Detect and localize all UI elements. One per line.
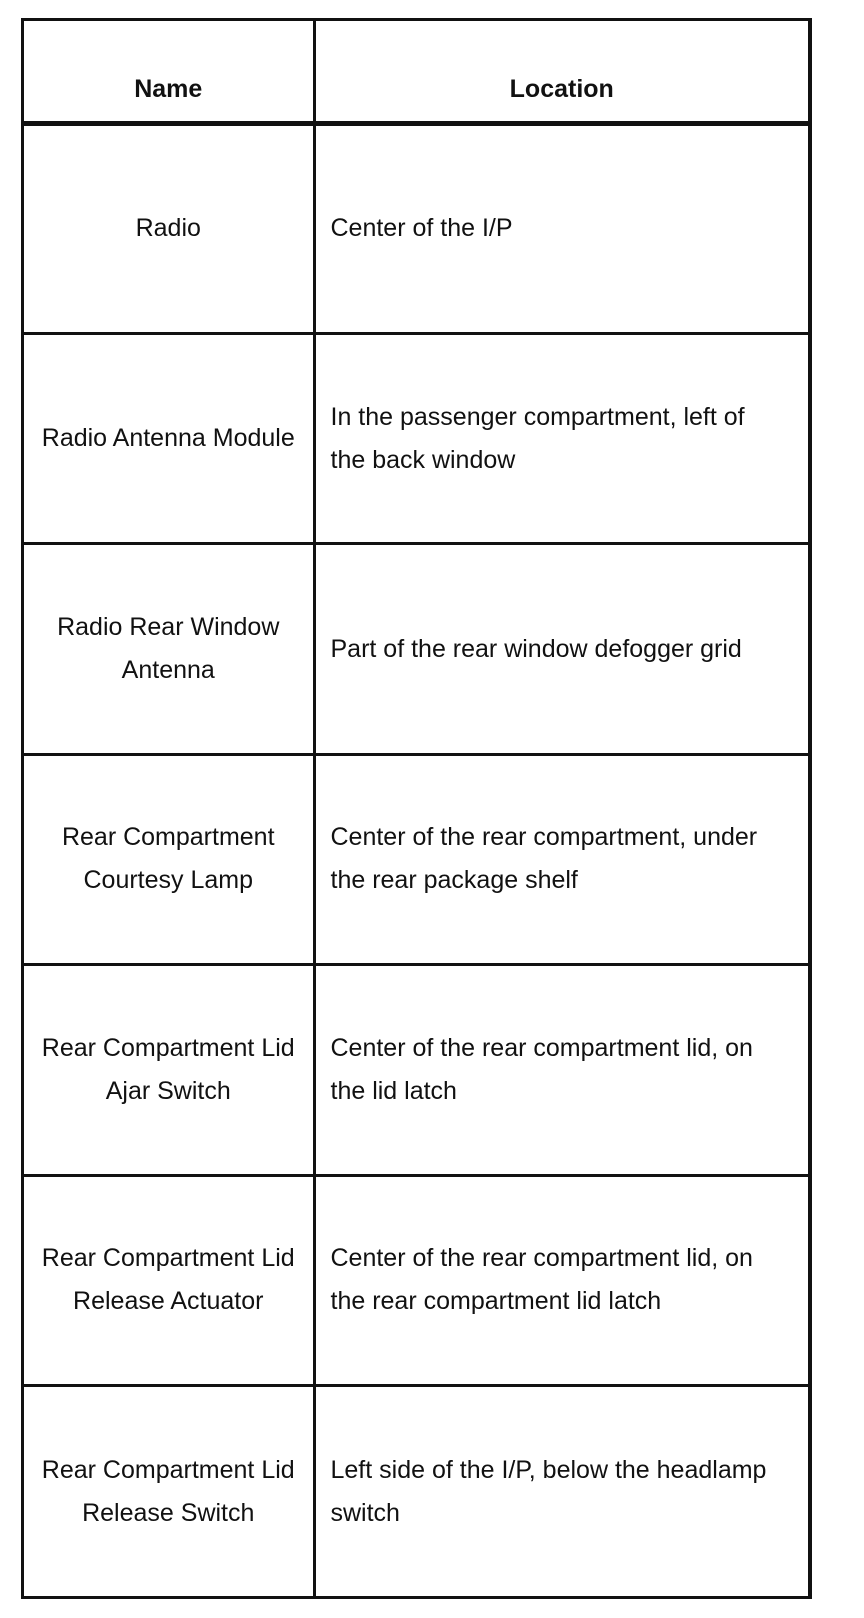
location-cell <box>314 1175 808 1385</box>
component-name: Rear Compartment Lid Release Switch <box>41 1455 295 1527</box>
name-cell <box>24 1386 314 1596</box>
name-cell <box>24 1175 314 1385</box>
location-cell <box>314 754 808 964</box>
location-cell <box>314 333 808 543</box>
component-name: Radio Rear Window Antenna <box>57 613 280 685</box>
table-row <box>24 754 808 964</box>
column-header-location: Location <box>314 21 808 123</box>
component-location: In the passenger compartment, left of the back window <box>330 402 745 474</box>
name-cell <box>24 754 314 964</box>
location-cell <box>314 544 808 754</box>
name-cell <box>24 965 314 1175</box>
location-cell <box>314 965 808 1175</box>
component-name: Radio Antenna Module <box>41 424 295 453</box>
table-row <box>24 965 808 1175</box>
name-cell <box>24 123 314 333</box>
component-location: Center of the rear compartment lid, on the lid latch <box>330 1033 753 1105</box>
component-location: Part of the rear window defogger grid <box>330 634 742 663</box>
component-name: Rear Compartment Lid Release Actuator <box>41 1244 295 1316</box>
component-table <box>24 21 808 1596</box>
table-row <box>24 1175 808 1385</box>
table-row <box>24 544 808 754</box>
table-row <box>24 123 808 333</box>
table-row <box>24 1386 808 1596</box>
header-row <box>24 21 808 123</box>
component-location: Center of the I/P <box>330 214 513 243</box>
component-name: Rear Compartment Courtesy Lamp <box>61 823 275 895</box>
component-location: Center of the rear compartment lid, on the rear compartment lid latch <box>330 1244 753 1316</box>
table-body <box>24 123 808 1596</box>
table-header <box>24 21 808 123</box>
component-name: Radio <box>135 214 201 243</box>
name-cell <box>24 333 314 543</box>
column-header-name: Name <box>24 21 314 123</box>
table-row <box>24 333 808 543</box>
component-location: Left side of the I/P, below the headlamp switch <box>330 1455 767 1527</box>
location-cell <box>314 123 808 333</box>
location-cell <box>314 1386 808 1596</box>
component-name: Rear Compartment Lid Ajar Switch <box>41 1033 295 1105</box>
component-location-table <box>21 18 812 1599</box>
name-cell <box>24 544 314 754</box>
component-location: Center of the rear compartment, under the rear package shelf <box>330 823 758 895</box>
